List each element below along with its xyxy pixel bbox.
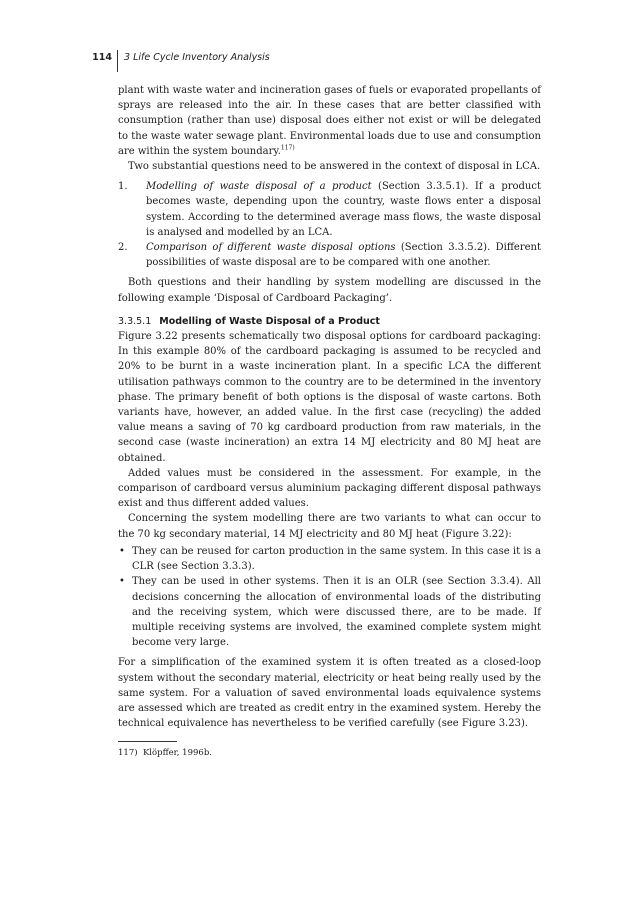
- list-item-title: Modelling of waste disposal of a product: [146, 181, 372, 193]
- bullet-marker: •: [119, 545, 125, 557]
- section-paragraph: Added values must be considered in the assessment. For example, in the comparison of cardboard versus aluminium packaging different disposal pathways exist and thus different added values.: [118, 467, 541, 510]
- list-item-text: (Section 3.3.5.2). Different possibilities of waste disposal are to be compared with one another.: [146, 242, 541, 269]
- footnote-text: Klöpffer, 1996b.: [142, 748, 212, 759]
- running-title: 3 Life Cycle Inventory Analysis: [124, 52, 270, 63]
- after-list-paragraph: Both questions and their handling by system modelling are discussed in the following example ‘Disposal of Cardboard Packaging’.: [118, 277, 541, 304]
- intro-paragraph: [118, 83, 541, 159]
- bullet-marker: •: [119, 576, 125, 588]
- header-divider: [117, 50, 118, 72]
- final-paragraph: For a simplification of the examined system it is often treated as a closed-loop system without the secondary material, electricity or heat being really used by the same system. For a valuation of saved environmental loads equivalence systems are assessed which are treated as credit entry in the examined system. Hereby the technical equivalence has nevertheless to be verified carefully (see Figure 3.23).: [118, 657, 541, 730]
- list-item: [118, 240, 541, 270]
- list-number: 2.: [118, 242, 128, 254]
- bullet-text: They can be reused for carton production in the same system. In this case it is a CLR (see Section 3.3.3).: [132, 545, 541, 573]
- list-number: 1.: [118, 181, 128, 193]
- footnote-ref: 117): [280, 144, 295, 152]
- section-paragraph: Figure 3.22 presents schematically two disposal options for cardboard packaging: In this example 80% of the cardboard packaging is assumed to be recycled and 20% to be burnt in a waste incineration plant. In a specific LCA the different utilisation pathways common to the country are to be determined in the inventory phase. The primary benefit of both options is the disposal of waste cartons. Both variants have, however, an added value. In the first case (recycling) the added value means a saving of 70 kg cardboard production from raw materials, in the second case (waste incineration) an extra 14 MJ electricity and 80 MJ heat are obtained.: [118, 331, 541, 464]
- body-text: [118, 83, 541, 762]
- footnote-marker: 117): [118, 748, 138, 759]
- list-item: [118, 179, 541, 240]
- list-item-text: (Section 3.3.5.1). If a product becomes waste, depending upon the country, waste flows enter a disposal system. According to the determined average mass flows, the waste disposal is analysed and modelled by an LCA.: [146, 181, 541, 238]
- bullet-item: [118, 574, 541, 650]
- footnote: [118, 746, 541, 761]
- section-number: 3.3.5.1: [118, 315, 152, 327]
- numbered-list: [118, 179, 541, 270]
- intro-paragraph-text: plant with waste water and incineration gases of fuels or evaporated propellants of sprays are released into the air. In these cases that are better classified with consumption (rather than use) disposal does either not exist or will be delegated to the waste water sewage plant. Environmental loads due to use and consumption are within the system boundary.: [118, 85, 541, 157]
- bullet-text: They can be used in other systems. Then it is an OLR (see Section 3.3.4). All decisions concerning the allocation of environmental loads of the distributing and the receiving system, which were discussed there, are to be made. If multiple receiving systems are involved, the examined complete system might become very large.: [132, 576, 541, 649]
- footnote-rule: [118, 741, 177, 742]
- questions-intro: Two substantial questions need to be answered in the context of disposal in LCA.: [128, 161, 541, 173]
- section-heading: [118, 314, 541, 329]
- page-number: 114: [92, 52, 112, 63]
- section-title: Modelling of Waste Disposal of a Product: [159, 315, 380, 327]
- section-paragraph: Concerning the system modelling there are two variants to what can occur to the 70 kg secondary material, 14 MJ electricity and 80 MJ heat (Figure 3.22):: [118, 513, 541, 540]
- bullet-list: [118, 544, 541, 650]
- list-item-title: Comparison of different waste disposal options: [146, 242, 396, 254]
- bullet-item: [118, 544, 541, 574]
